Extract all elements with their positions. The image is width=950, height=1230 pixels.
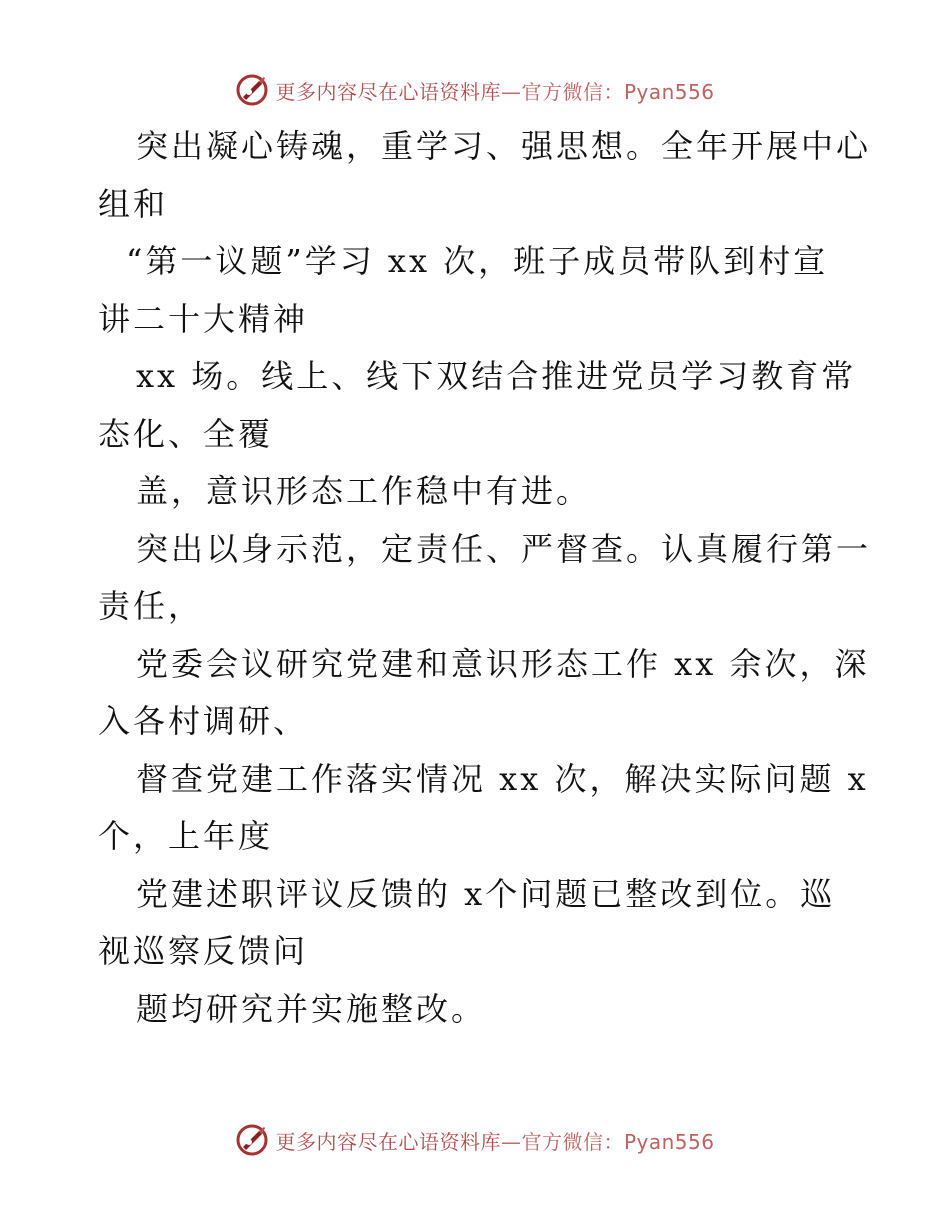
paragraph-line: xx 场。线上、线下双结合推进党员学习教育常 bbox=[136, 357, 857, 395]
paragraph-line: 突出凝心铸魂，重学习、强思想。全年开展中心 bbox=[136, 127, 872, 165]
header-banner-text bbox=[275, 76, 714, 105]
header-banner-inner bbox=[235, 73, 714, 107]
footer-brand-text: 更多内容尽在心语资料库 bbox=[275, 1129, 501, 1154]
paragraph-line: 盖，意识形态工作稳中有进。 bbox=[136, 472, 592, 510]
paragraph-line: 责任， bbox=[98, 587, 204, 625]
paragraph-line: 视巡察反馈问 bbox=[98, 932, 309, 970]
paragraph-line: 督查党建工作落实情况 xx 次，解决实际问题 x bbox=[136, 759, 869, 798]
paragraph-line: 态化、全覆 bbox=[98, 414, 274, 453]
paragraph-line: 突出以身示范，定责任、严督查。认真履行第一 bbox=[136, 529, 872, 568]
footer-banner-text bbox=[275, 1126, 714, 1155]
footer-banner bbox=[0, 1120, 950, 1160]
paragraph-line: 入各村调研、 bbox=[98, 702, 309, 740]
header-brand-text: 更多内容尽在心语资料库 bbox=[275, 79, 501, 104]
header-separator: — bbox=[500, 79, 522, 104]
footer-separator: — bbox=[500, 1129, 522, 1154]
pen-logo-icon bbox=[235, 73, 269, 107]
pen-logo-icon bbox=[235, 1123, 269, 1157]
paragraph-line: “第一议题”学习 xx 次，班子成员带队到村宣 bbox=[126, 242, 829, 280]
paragraph-line: 个，上年度 bbox=[98, 817, 274, 855]
document-body bbox=[98, 118, 872, 1038]
header-banner bbox=[0, 70, 950, 110]
paragraph-line: 讲二十大精神 bbox=[98, 299, 309, 338]
paragraph-line: 题均研究并实施整改。 bbox=[136, 989, 487, 1028]
footer-banner-inner bbox=[235, 1123, 714, 1157]
header-wechat-label: 官方微信：Pyan556 bbox=[521, 79, 715, 104]
paragraph-line: 党建述职评议反馈的 x个问题已整改到位。巡 bbox=[136, 874, 836, 913]
footer-wechat-label: 官方微信：Pyan556 bbox=[521, 1129, 715, 1154]
paragraph-line: 组和 bbox=[98, 184, 169, 223]
paragraph-line: 党委会议研究党建和意识形态工作 xx 余次，深 bbox=[136, 644, 870, 683]
